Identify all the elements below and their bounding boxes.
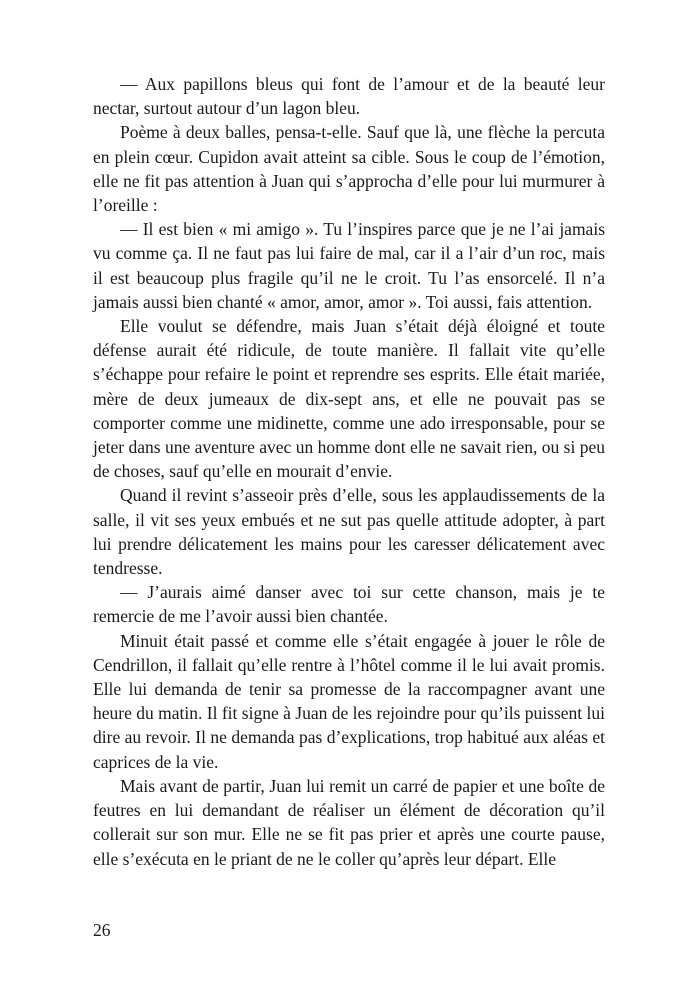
page-number: 26 <box>93 920 111 940</box>
paragraph: Poème à deux balles, pensa-t-elle. Sauf que là, une flèche la percuta en plein cœur. Cupidon avait atteint sa cible. Sous le coup de l’émotion, elle ne fit pas attention à Juan qui s’approcha d’elle pour lui murmurer à l’oreille : <box>93 122 605 216</box>
paragraph: — Aux papillons bleus qui font de l’amour et de la beauté leur nectar, surtout autour d’un lagon bleu. <box>93 74 605 119</box>
paragraph: Quand il revint s’asseoir près d’elle, sous les applaudissements de la salle, il vit ses yeux embués et ne sut pas quelle attitude adopter, à part lui prendre délicatement les mains pour les caresser délicatement avec tendresse. <box>93 485 605 579</box>
paragraph: Minuit était passé et comme elle s’était engagée à jouer le rôle de Cendrillon, il fallait qu’elle rentre à l’hôtel comme il le lui avait promis. Elle lui demanda de tenir sa promesse de la raccompagner avant une heure du matin. Il fit signe à Juan de les rejoindre pour qu’ils puissent lui dire au revoir. Il ne demanda pas d’explications, trop habitué aux aléas et caprices de la vie. <box>93 630 605 772</box>
paragraph: — Il est bien « mi amigo ». Tu l’inspires parce que je ne l’ai jamais vu comme ça. Il ne faut pas lui faire de mal, car il a l’air d’un roc, mais il est beaucoup plus fragile qu’il ne le croit. Tu l’as ensorcelé. Il n’a jamais aussi bien chanté « amor, amor, amor ». Toi aussi, fais attention. <box>93 219 605 312</box>
paragraph: — J’aurais aimé danser avec toi sur cette chanson, mais je te remercie de me l’avoir aussi bien chantée. <box>93 582 605 627</box>
paragraph: Elle voulut se défendre, mais Juan s’était déjà éloigné et toute défense aurait été ridicule, de toute manière. Il fallait vite qu’elle s’échappe pour refaire le point et reprendre ses esprits. Elle était mariée, mère de deux jumeaux de dix-sept ans, et elle ne pouvait pas se comporter comme une midinette, comme une ado irresponsable, pour se jeter dans une aventure avec un homme dont elle ne savait rien, ou si peu de choses, sauf qu’elle en mourait d’envie. <box>93 316 605 482</box>
paragraph: Mais avant de partir, Juan lui remit un carré de papier et une boîte de feutres en lui demandant de réaliser un élément de décoration qu’il collerait sur son mur. Elle ne se fit pas prier et après une courte pause, elle s’exécuta en le priant de ne le coller qu’après leur départ. Elle <box>93 775 605 869</box>
page-body <box>93 72 605 871</box>
